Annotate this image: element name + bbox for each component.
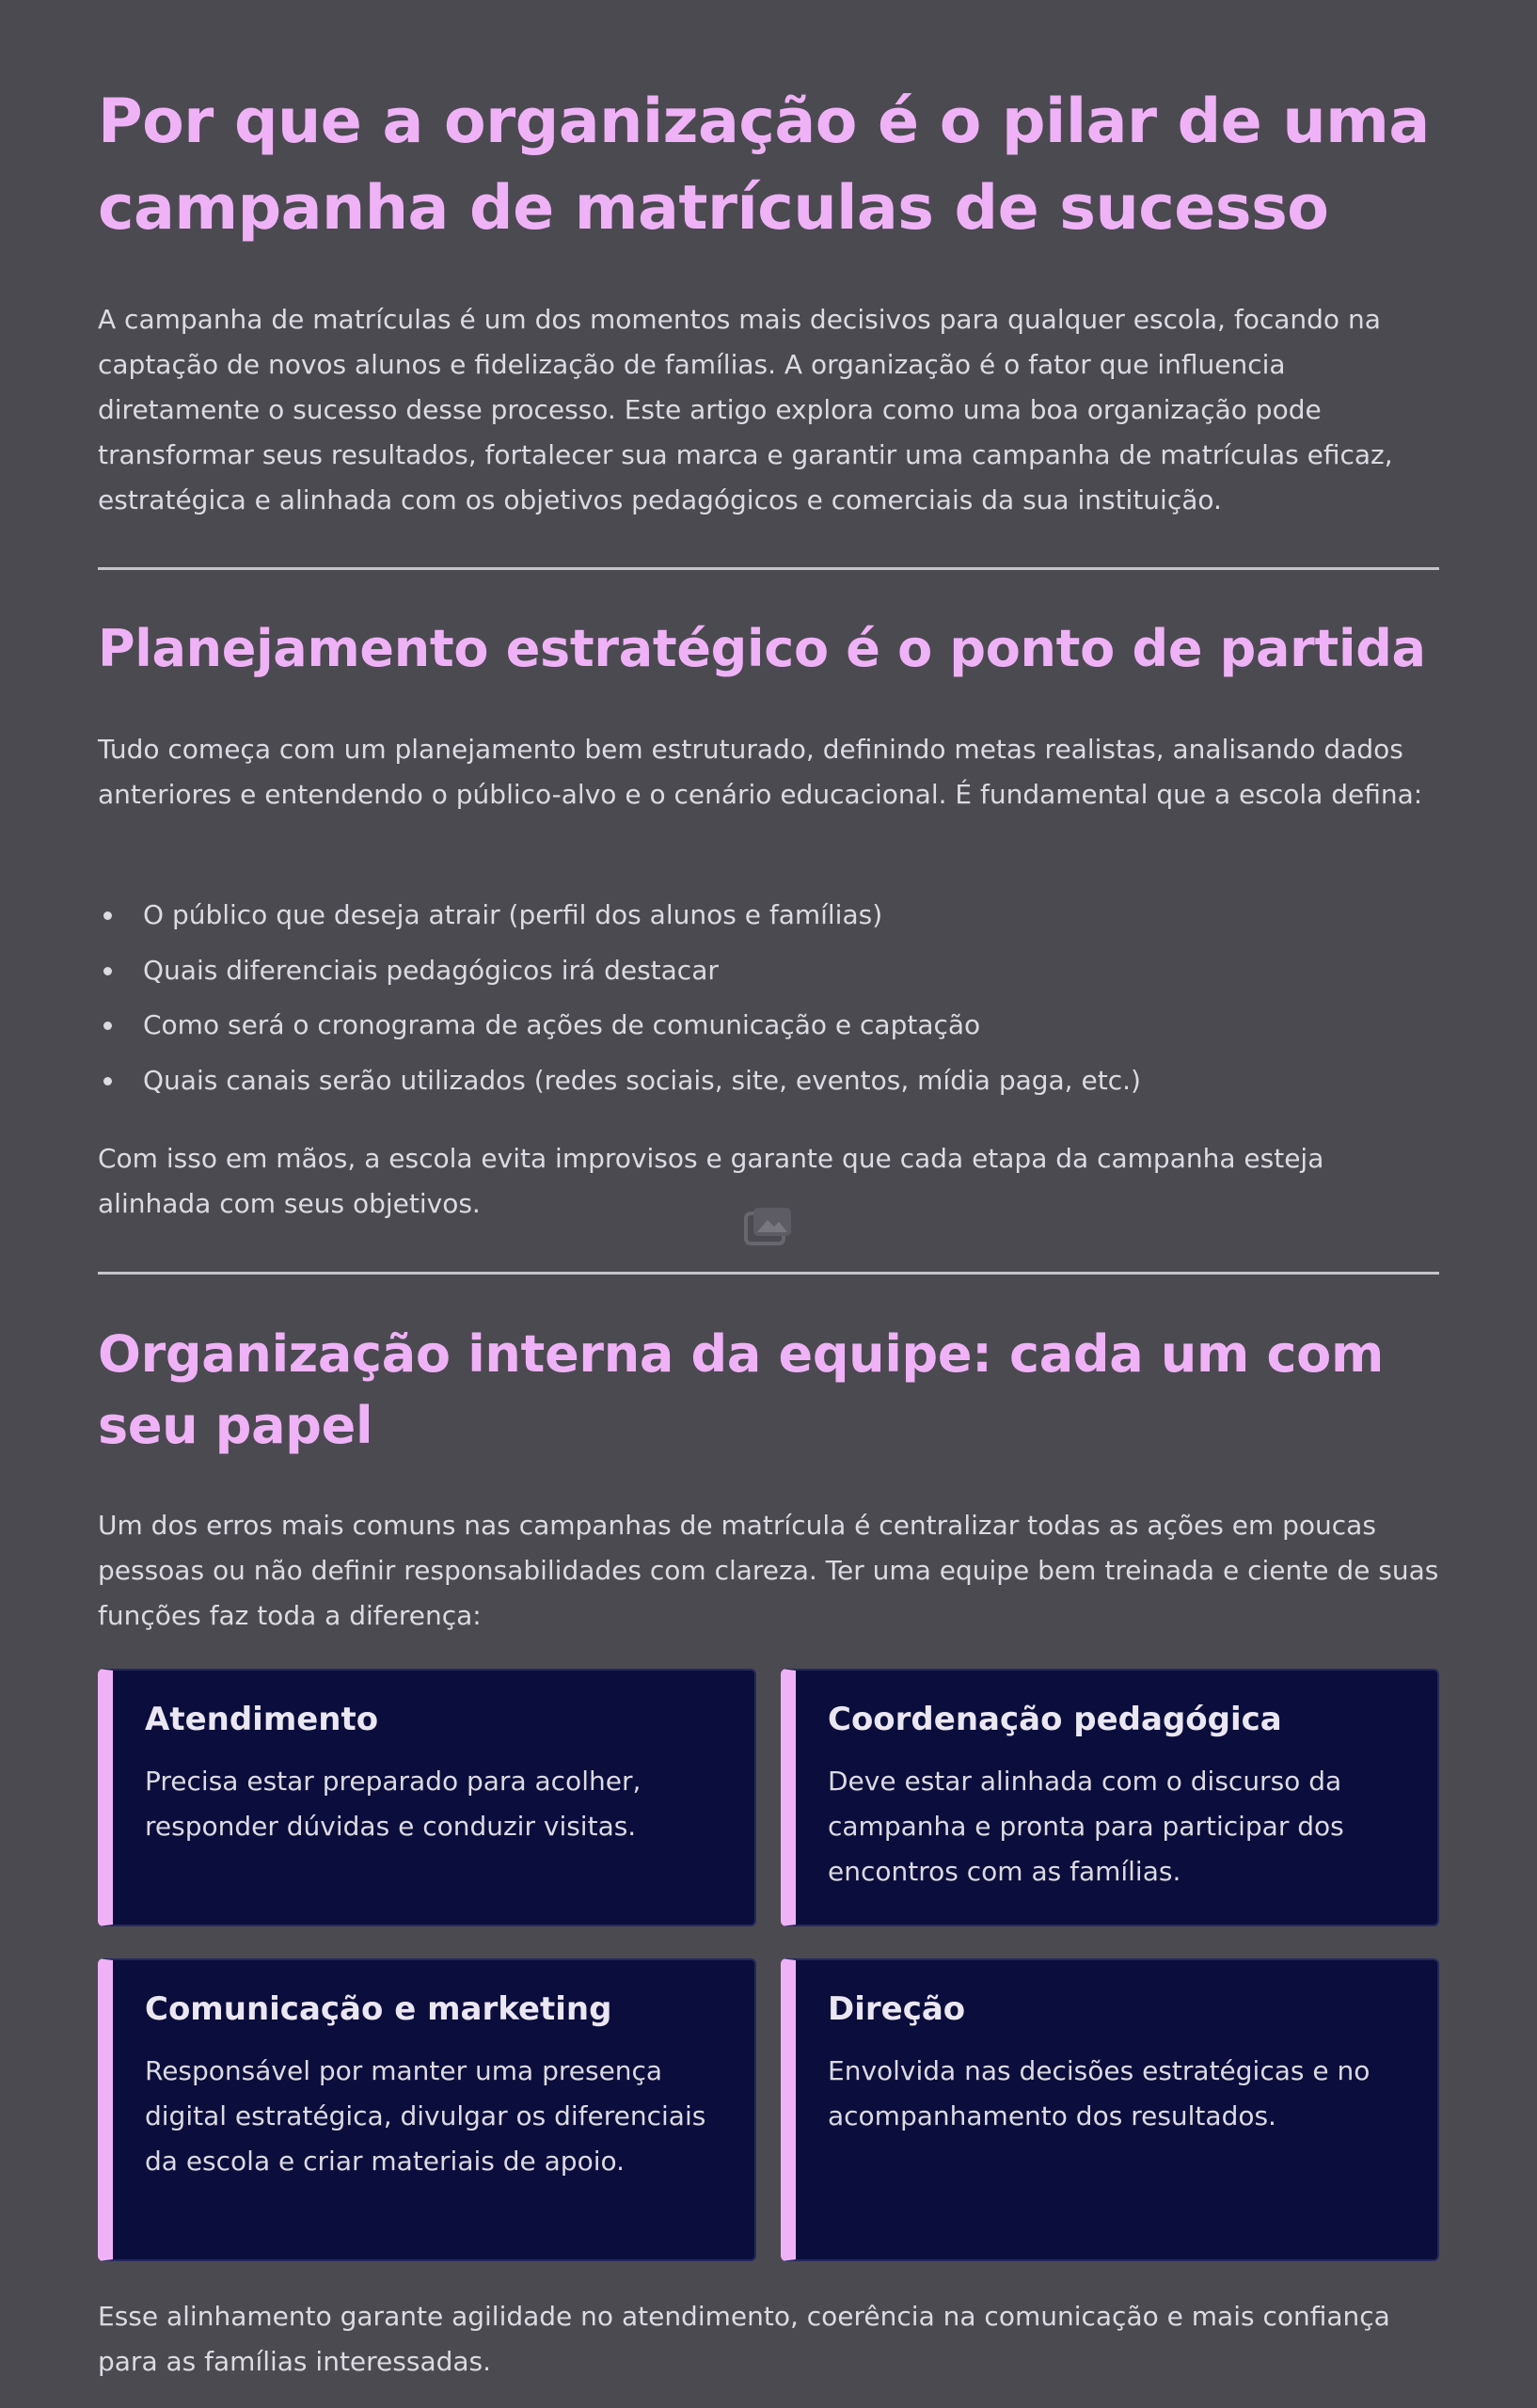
section-divider xyxy=(98,1272,1439,1275)
section-divider xyxy=(98,567,1439,570)
bullet-icon xyxy=(103,967,112,975)
image-icon xyxy=(742,1204,795,1247)
list-item xyxy=(98,888,1439,943)
card-title: Coordenação pedagógica xyxy=(828,1701,1282,1738)
list-item xyxy=(98,998,1439,1054)
role-card-atendimento xyxy=(98,1669,756,1926)
list-item-text: O público que deseja atrair (perfil dos alunos e famílias) xyxy=(143,899,883,930)
role-card-coordenacao xyxy=(781,1669,1439,1926)
role-card-direcao xyxy=(781,1958,1439,2261)
planning-closing-paragraph: Com isso em mãos, a escola evita improvisos e garante que cada etapa da campanha esteja alinhada com seus objetivos. xyxy=(98,1143,1324,1219)
card-text: Envolvida nas decisões estratégicas e no acompanhamento dos resultados. xyxy=(828,2055,1371,2131)
card-text: Deve estar alinhada com o discurso da campanha e pronta para participar dos encontros com as famílias. xyxy=(828,1766,1344,1887)
planning-list xyxy=(98,888,1439,1109)
planning-paragraph: Tudo começa com um planejamento bem estruturado, definindo metas realistas, analisando dados anteriores e entendendo o público-alvo e o cenário educacional. É fundamental que a escola defina: xyxy=(98,734,1423,810)
team-closing-paragraph: Esse alinhamento garante agilidade no atendimento, coerência na comunicação e mais confiança para as famílias interessadas. xyxy=(98,2301,1390,2377)
bullet-icon xyxy=(103,1022,112,1030)
list-item-text: Quais canais serão utilizados (redes sociais, site, eventos, mídia paga, etc.) xyxy=(143,1065,1141,1097)
list-item xyxy=(98,943,1439,999)
team-paragraph: Um dos erros mais comuns nas campanhas de matrícula é centralizar todas as ações em poucas pessoas ou não definir responsabilidades com clareza. Ter uma equipe bem treinada e ciente de suas funções faz toda a diferença: xyxy=(98,1510,1439,1631)
bullet-icon xyxy=(103,1077,112,1085)
section-heading-team: Organização interna da equipe: cada um com seu papel xyxy=(98,1324,1384,1455)
role-card-comunicacao xyxy=(98,1958,756,2261)
bullet-icon xyxy=(103,911,112,920)
list-item xyxy=(98,1054,1439,1109)
list-item-text: Quais diferenciais pedagógicos irá destacar xyxy=(143,954,719,986)
section-heading-planning: Planejamento estratégico é o ponto de partida xyxy=(98,619,1426,678)
list-item-text: Como será o cronograma de ações de comunicação e captação xyxy=(143,1009,981,1041)
card-title: Atendimento xyxy=(145,1701,379,1738)
card-title: Direção xyxy=(828,1990,966,2028)
card-title: Comunicação e marketing xyxy=(145,1990,612,2028)
card-text: Responsável por manter uma presença digital estratégica, divulgar os diferenciais da escola e criar materiais de apoio. xyxy=(145,2055,706,2177)
card-text: Precisa estar preparado para acolher, responder dúvidas e conduzir visitas. xyxy=(145,1766,642,1842)
page-title: Por que a organização é o pilar de uma campanha de matrículas de sucesso xyxy=(98,87,1430,244)
intro-paragraph: A campanha de matrículas é um dos momentos mais decisivos para qualquer escola, focando na captação de novos alunos e fidelização de famílias. A organização é o fator que influencia diretamente o sucesso desse processo. Este artigo explora como uma boa organização pode transformar seus resultados, fortalecer sua marca e garantir uma campanha de matrículas eficaz, estratégica e alinhada com os objetivos pedagógicos e comerciais da sua instituição. xyxy=(98,304,1393,515)
